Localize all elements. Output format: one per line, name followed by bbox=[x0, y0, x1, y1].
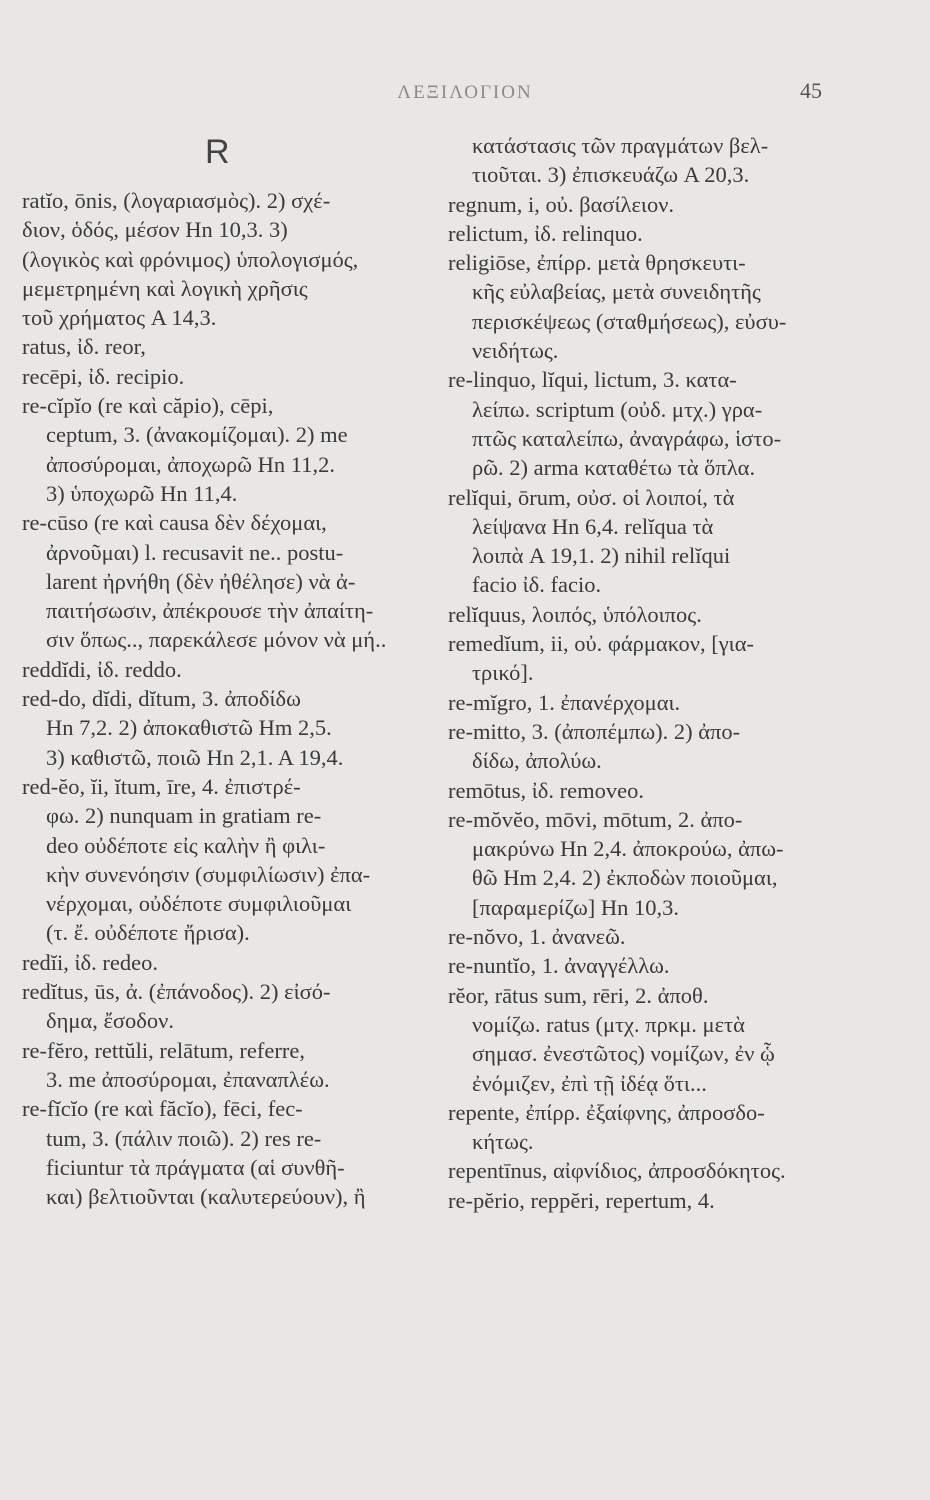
entry-line: ceptum, 3. (ἀνακομίζομαι). 2) me bbox=[46, 422, 348, 448]
entry-line: re-nŏvo, 1. ἀνανεῶ. bbox=[448, 924, 626, 950]
entry-line: re-fĕro, rettŭli, relātum, referre, bbox=[22, 1037, 305, 1063]
entry-line: τιοῦται. 3) ἐπισκευάζω A 20,3. bbox=[472, 162, 750, 188]
entry-line: ρῶ. 2) arma καταθέτω τὰ ὅπλα. bbox=[472, 455, 756, 481]
entry-line: re-nuntĭo, 1. ἀναγγέλλω. bbox=[448, 953, 670, 979]
entry-line: redĭi, ἰδ. redeo. bbox=[22, 949, 158, 975]
entry-line: νειδήτως. bbox=[472, 338, 559, 364]
entry-line: θῶ Hm 2,4. 2) ἐκποδὼν ποιοῦμαι, bbox=[472, 865, 778, 891]
entry-line: 3) καθιστῶ, ποιῶ Hn 2,1. A 19,4. bbox=[46, 744, 344, 770]
entry-line: 3) ὑποχωρῶ Hn 11,4. bbox=[46, 480, 238, 506]
entry-line: [παραμερίζω] Hn 10,3. bbox=[472, 894, 680, 920]
entry-line: μεμετρημένη καὶ λογικὴ χρῆσις bbox=[22, 275, 308, 301]
entry-line: (λογικὸς καὶ φρόνιμος) ὑπολογισμός, bbox=[22, 246, 359, 272]
entry-line: repentīnus, αἰφνίδιος, ἀπροσδόκητος. bbox=[448, 1158, 786, 1184]
entry-line: re-linquo, lĭqui, lictum, 3. κατα- bbox=[448, 367, 737, 393]
entry-line: tum, 3. (πάλιν ποιῶ). 2) res re- bbox=[46, 1125, 322, 1151]
entry-line: re-mitto, 3. (ἀποπέμπω). 2) ἀπο- bbox=[448, 718, 741, 744]
entry-line: κὴν συνενόησιν (συμφιλίωσιν) ἐπα- bbox=[46, 861, 371, 887]
entry-line: recēpi, ἰδ. recipio. bbox=[22, 363, 185, 389]
entry-line: relictum, ἰδ. relinquo. bbox=[448, 220, 643, 246]
entry-line: re-mŏvĕo, mōvi, mōtum, 2. ἀπο- bbox=[448, 806, 743, 832]
entry-line: ficiuntur τὰ πράγματα (αἱ συνθῆ- bbox=[46, 1154, 345, 1180]
entry-line: κῆς εὐλαβείας, μετὰ συνειδητῆς bbox=[472, 279, 761, 305]
entry-line: δίδω, ἀπολύω. bbox=[472, 748, 602, 774]
right-column bbox=[448, 0, 858, 1215]
entry-line: 3. me ἀποσύρομαι, ἐπαναπλέω. bbox=[46, 1066, 330, 1092]
entry-line: λοιπὰ A 19,1. 2) nihil relĭqui bbox=[472, 543, 731, 569]
entry-line: religiōse, ἐπίρρ. μετὰ θρησκευτι- bbox=[448, 250, 746, 276]
entry-line: σιν ὅπως.., παρεκάλεσε μόνον νὰ μή.. bbox=[46, 627, 387, 653]
entry-line: re-cĭpĭo (re καὶ căpio), cēpi, bbox=[22, 393, 274, 419]
entry-line: larent ἠρνήθη (δὲν ἠθέλησε) νὰ ἀ- bbox=[46, 568, 356, 594]
entry-line: deo οὐδέποτε εἰς καλὴν ἢ φιλι- bbox=[46, 832, 326, 858]
left-column bbox=[22, 0, 417, 1211]
entry-line: μακρύνω Hn 2,4. ἀποκρούω, ἀπω- bbox=[472, 836, 784, 862]
entry-line: κατάστασις τῶν πραγμάτων βελ- bbox=[472, 133, 769, 158]
entry-line: re-mĭgro, 1. ἐπανέρχομαι. bbox=[448, 689, 681, 715]
entry-line: repente, ἐπίρρ. ἐξαίφνης, ἀπροσδο- bbox=[448, 1099, 765, 1125]
page-number: 45 bbox=[800, 78, 822, 103]
entry-line: red-ĕo, ĭi, ĭtum, īre, 4. ἐπιστρέ- bbox=[22, 773, 301, 799]
entry-line: re-cūso (re καὶ causa δὲν δέχομαι, bbox=[22, 510, 327, 536]
entry-line: (τ. ἔ. οὐδέποτε ἤρισα). bbox=[46, 920, 250, 946]
entry-line: ratus, ἰδ. reor, bbox=[22, 334, 146, 360]
entry-line: ἐνόμιζεν, ἐπὶ τῇ ἰδέᾳ ὅτι... bbox=[472, 1070, 707, 1096]
entry-line: re-pĕrio, reppĕri, repertum, 4. bbox=[448, 1187, 715, 1213]
entry-line: πτῶς καταλείπω, ἀναγράφω, ἱστο- bbox=[472, 425, 782, 451]
entry-line: διον, ὁδός, μέσον Hn 10,3. 3) bbox=[22, 217, 288, 243]
entry-line: redĭtus, ūs, ἀ. (ἐπάνοδος). 2) εἰσό- bbox=[22, 979, 331, 1005]
entry-line: λείπω. scriptum (οὐδ. μτχ.) γρα- bbox=[472, 396, 763, 422]
entry-line: reddĭdi, ἰδ. reddo. bbox=[22, 656, 182, 682]
entry-line: φω. 2) nunquam in gratiam re- bbox=[46, 803, 322, 829]
entry-line: τοῦ χρήματος A 14,3. bbox=[22, 305, 217, 331]
entry-line: Hn 7,2. 2) ἀποκαθιστῶ Hm 2,5. bbox=[46, 715, 332, 741]
entry-line: σημασ. ἐνεστῶτος) νομίζων, ἐν ᾧ bbox=[472, 1041, 775, 1067]
entry-line: και) βελτιοῦνται (καλυτερεύουν), ἢ bbox=[46, 1184, 366, 1210]
entry-line: remedĭum, ii, οὐ. φάρμακον, [για- bbox=[448, 631, 755, 657]
entry-line: κήτως. bbox=[472, 1129, 534, 1155]
entry-line: νομίζω. ratus (μτχ. πρκμ. μετὰ bbox=[472, 1011, 745, 1037]
entry-line: red-do, dĭdi, dĭtum, 3. ἀποδίδω bbox=[22, 686, 301, 712]
section-letter: R bbox=[205, 133, 230, 171]
entry-line: περισκέψεως (σταθμήσεως), εὐσυ- bbox=[472, 308, 787, 334]
entry-line: remōtus, ἰδ. removeo. bbox=[448, 777, 644, 803]
entry-line: νέρχομαι, οὐδέποτε συμφιλιοῦμαι bbox=[46, 891, 352, 917]
entry-line: παιτήσωσιν, ἀπέκρουσε τὴν ἀπαίτη- bbox=[46, 598, 374, 624]
running-head: ΛΕΞΙΛΟΓΙΟΝ bbox=[397, 82, 533, 103]
entry-line: ἀποσύρομαι, ἀποχωρῶ Hn 11,2. bbox=[46, 451, 335, 477]
entry-line: τρικό]. bbox=[472, 660, 534, 686]
entry-line: re-fĭcĭo (re καὶ făcĭo), fēci, fec- bbox=[22, 1096, 303, 1122]
entry-line: regnum, i, οὐ. βασίλειον. bbox=[448, 191, 674, 217]
entry-line: ratĭo, ōnis, (λογαριασμὸς). 2) σχέ- bbox=[22, 188, 331, 213]
entry-line: rĕor, rātus sum, rēri, 2. ἀποθ. bbox=[448, 982, 709, 1008]
entry-line: λείψανα Hn 6,4. relĭqua τὰ bbox=[472, 513, 714, 539]
entry-line: relĭquus, λοιπός, ὑπόλοιπος. bbox=[448, 601, 702, 627]
entry-line: facio ἰδ. facio. bbox=[472, 572, 602, 598]
entry-line: ἀρνοῦμαι) l. recusavit ne.. postu- bbox=[46, 539, 344, 565]
entry-line: relĭqui, ōrum, οὐσ. οἱ λοιποί, τὰ bbox=[448, 484, 735, 510]
entry-line: δημα, ἔσοδον. bbox=[46, 1008, 174, 1034]
